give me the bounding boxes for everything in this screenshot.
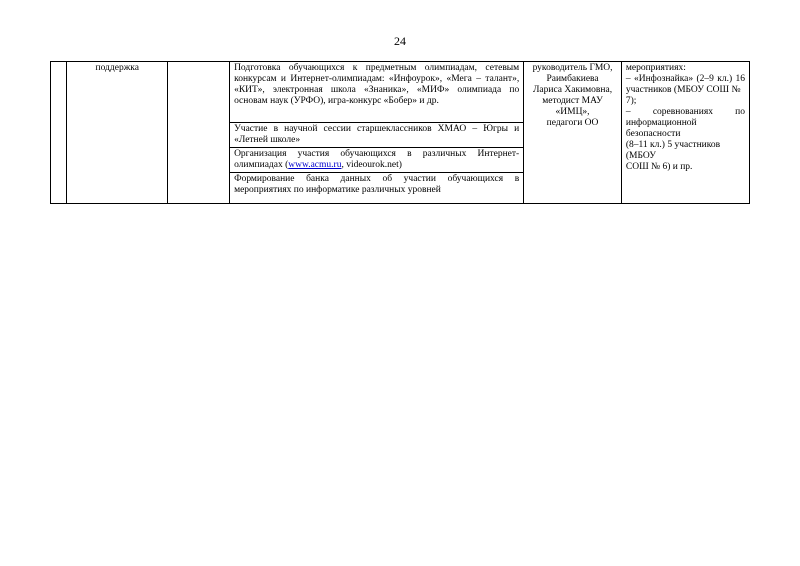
activity-internet-suffix: , videourok.net) [341, 160, 402, 170]
date-cell [168, 62, 230, 204]
number-cell [51, 62, 67, 204]
responsible-line: методист МАУ [542, 96, 603, 106]
page-number: 24 [394, 34, 406, 48]
results-line: (8–11 кл.) 5 участников (МБОУ [625, 140, 721, 161]
acmu-link[interactable]: www.acmu.ru [288, 160, 342, 170]
results-line: участников (МБОУ СОШ № 7); [625, 85, 741, 106]
results-line: мероприятиях: [625, 63, 686, 73]
category-cell [67, 62, 168, 204]
responsible-line: «ИМЦ», [555, 107, 590, 117]
responsible-line: Раимбакиева [546, 74, 599, 84]
plan-table [50, 61, 750, 204]
activity-science-session-text: Участие в научной сессии старшеклассников ХМАО – Югры и «Летней школе» [234, 124, 520, 145]
activity-cell [230, 123, 524, 148]
results-line: СОШ № 6) и пр. [625, 162, 693, 172]
table-row [51, 62, 750, 123]
activity-databank-text: Формирование банка данных об участии обучающихся в мероприятиях по информатике различных уровней [234, 174, 520, 195]
results-line: информационной безопасности [625, 118, 697, 139]
activity-cell [230, 148, 524, 173]
activity-cell [230, 173, 524, 204]
results-line: – «Инфознайка» (2–9 кл.) 16 [625, 74, 745, 84]
activity-olympiads-text: Подготовка обучающихся к предметным олимпиадам, сетевым конкурсам и Интернет-олимпиадам: «Инфоурок», «Мега – талант», «КИТ», электронная школа «Знаника», «МИФ» олимпиада по основам наук (УРФО), игра-конкурс «Бобер» и др. [234, 63, 520, 106]
activity-cell [230, 62, 524, 123]
responsible-line: Лариса Хакимовна, [532, 85, 613, 95]
results-line: – соревнованиях по [625, 107, 745, 117]
responsible-cell [524, 62, 622, 204]
results-cell [621, 62, 749, 204]
activity-internet-prefix: Организация участия обучающихся в различных Интернет-олимпиадах ( [234, 149, 520, 170]
responsible-line: педагоги ОО [546, 118, 599, 128]
responsible-line: руководитель ГМО, [532, 63, 613, 73]
category-text: поддержка [95, 63, 139, 73]
